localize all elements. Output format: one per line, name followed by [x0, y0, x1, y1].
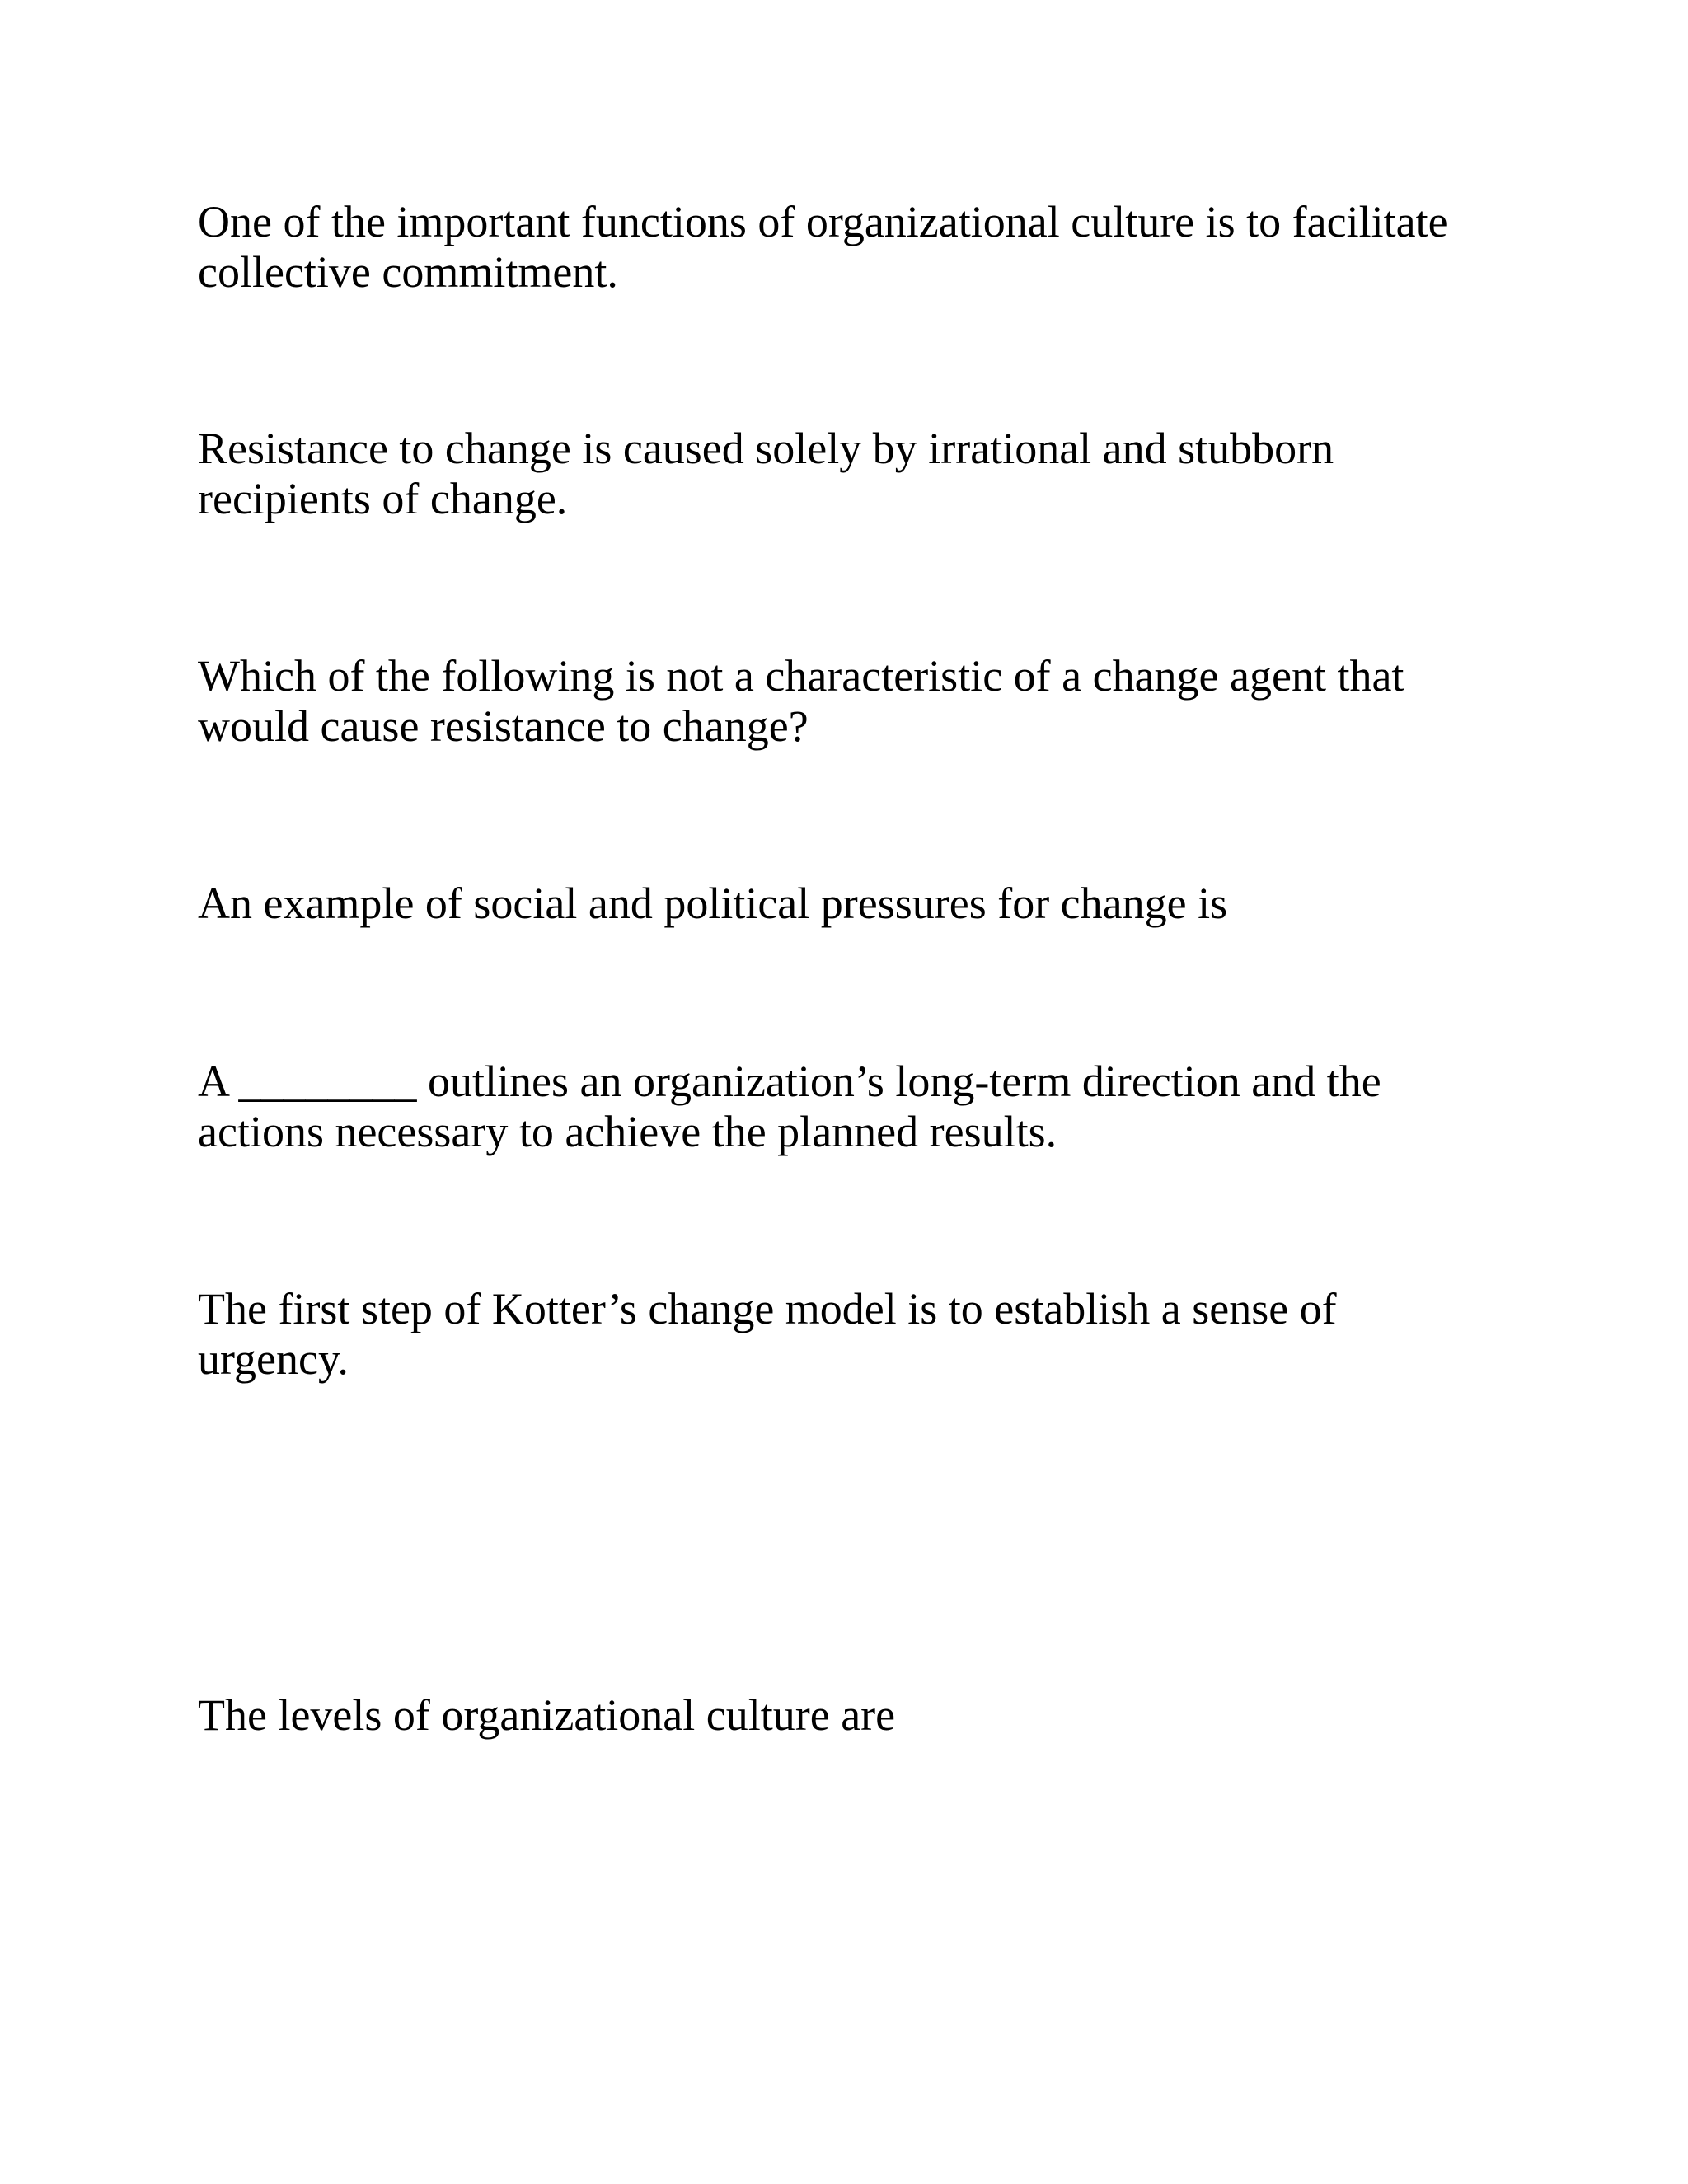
question-1-text: One of the important functions of organizational culture is to facilitate collective commitment.: [198, 197, 1448, 297]
question-3-text: Which of the following is not a characteristic of a change agent that would cause resistance to change?: [198, 651, 1404, 751]
question-2-text: Resistance to change is caused solely by irrational and stubborn recipients of change.: [198, 424, 1334, 523]
question-7-text: The levels of organizational culture are: [198, 1690, 896, 1740]
question-4-text: An example of social and political pressures for change is: [198, 879, 1228, 928]
question-6-text: The first step of Kotter’s change model is to establish a sense of urgency.: [198, 1284, 1337, 1384]
question-5-text: A ________ outlines an organization’s long-term direction and the actions necessary to achieve the planned results.: [198, 1057, 1381, 1156]
